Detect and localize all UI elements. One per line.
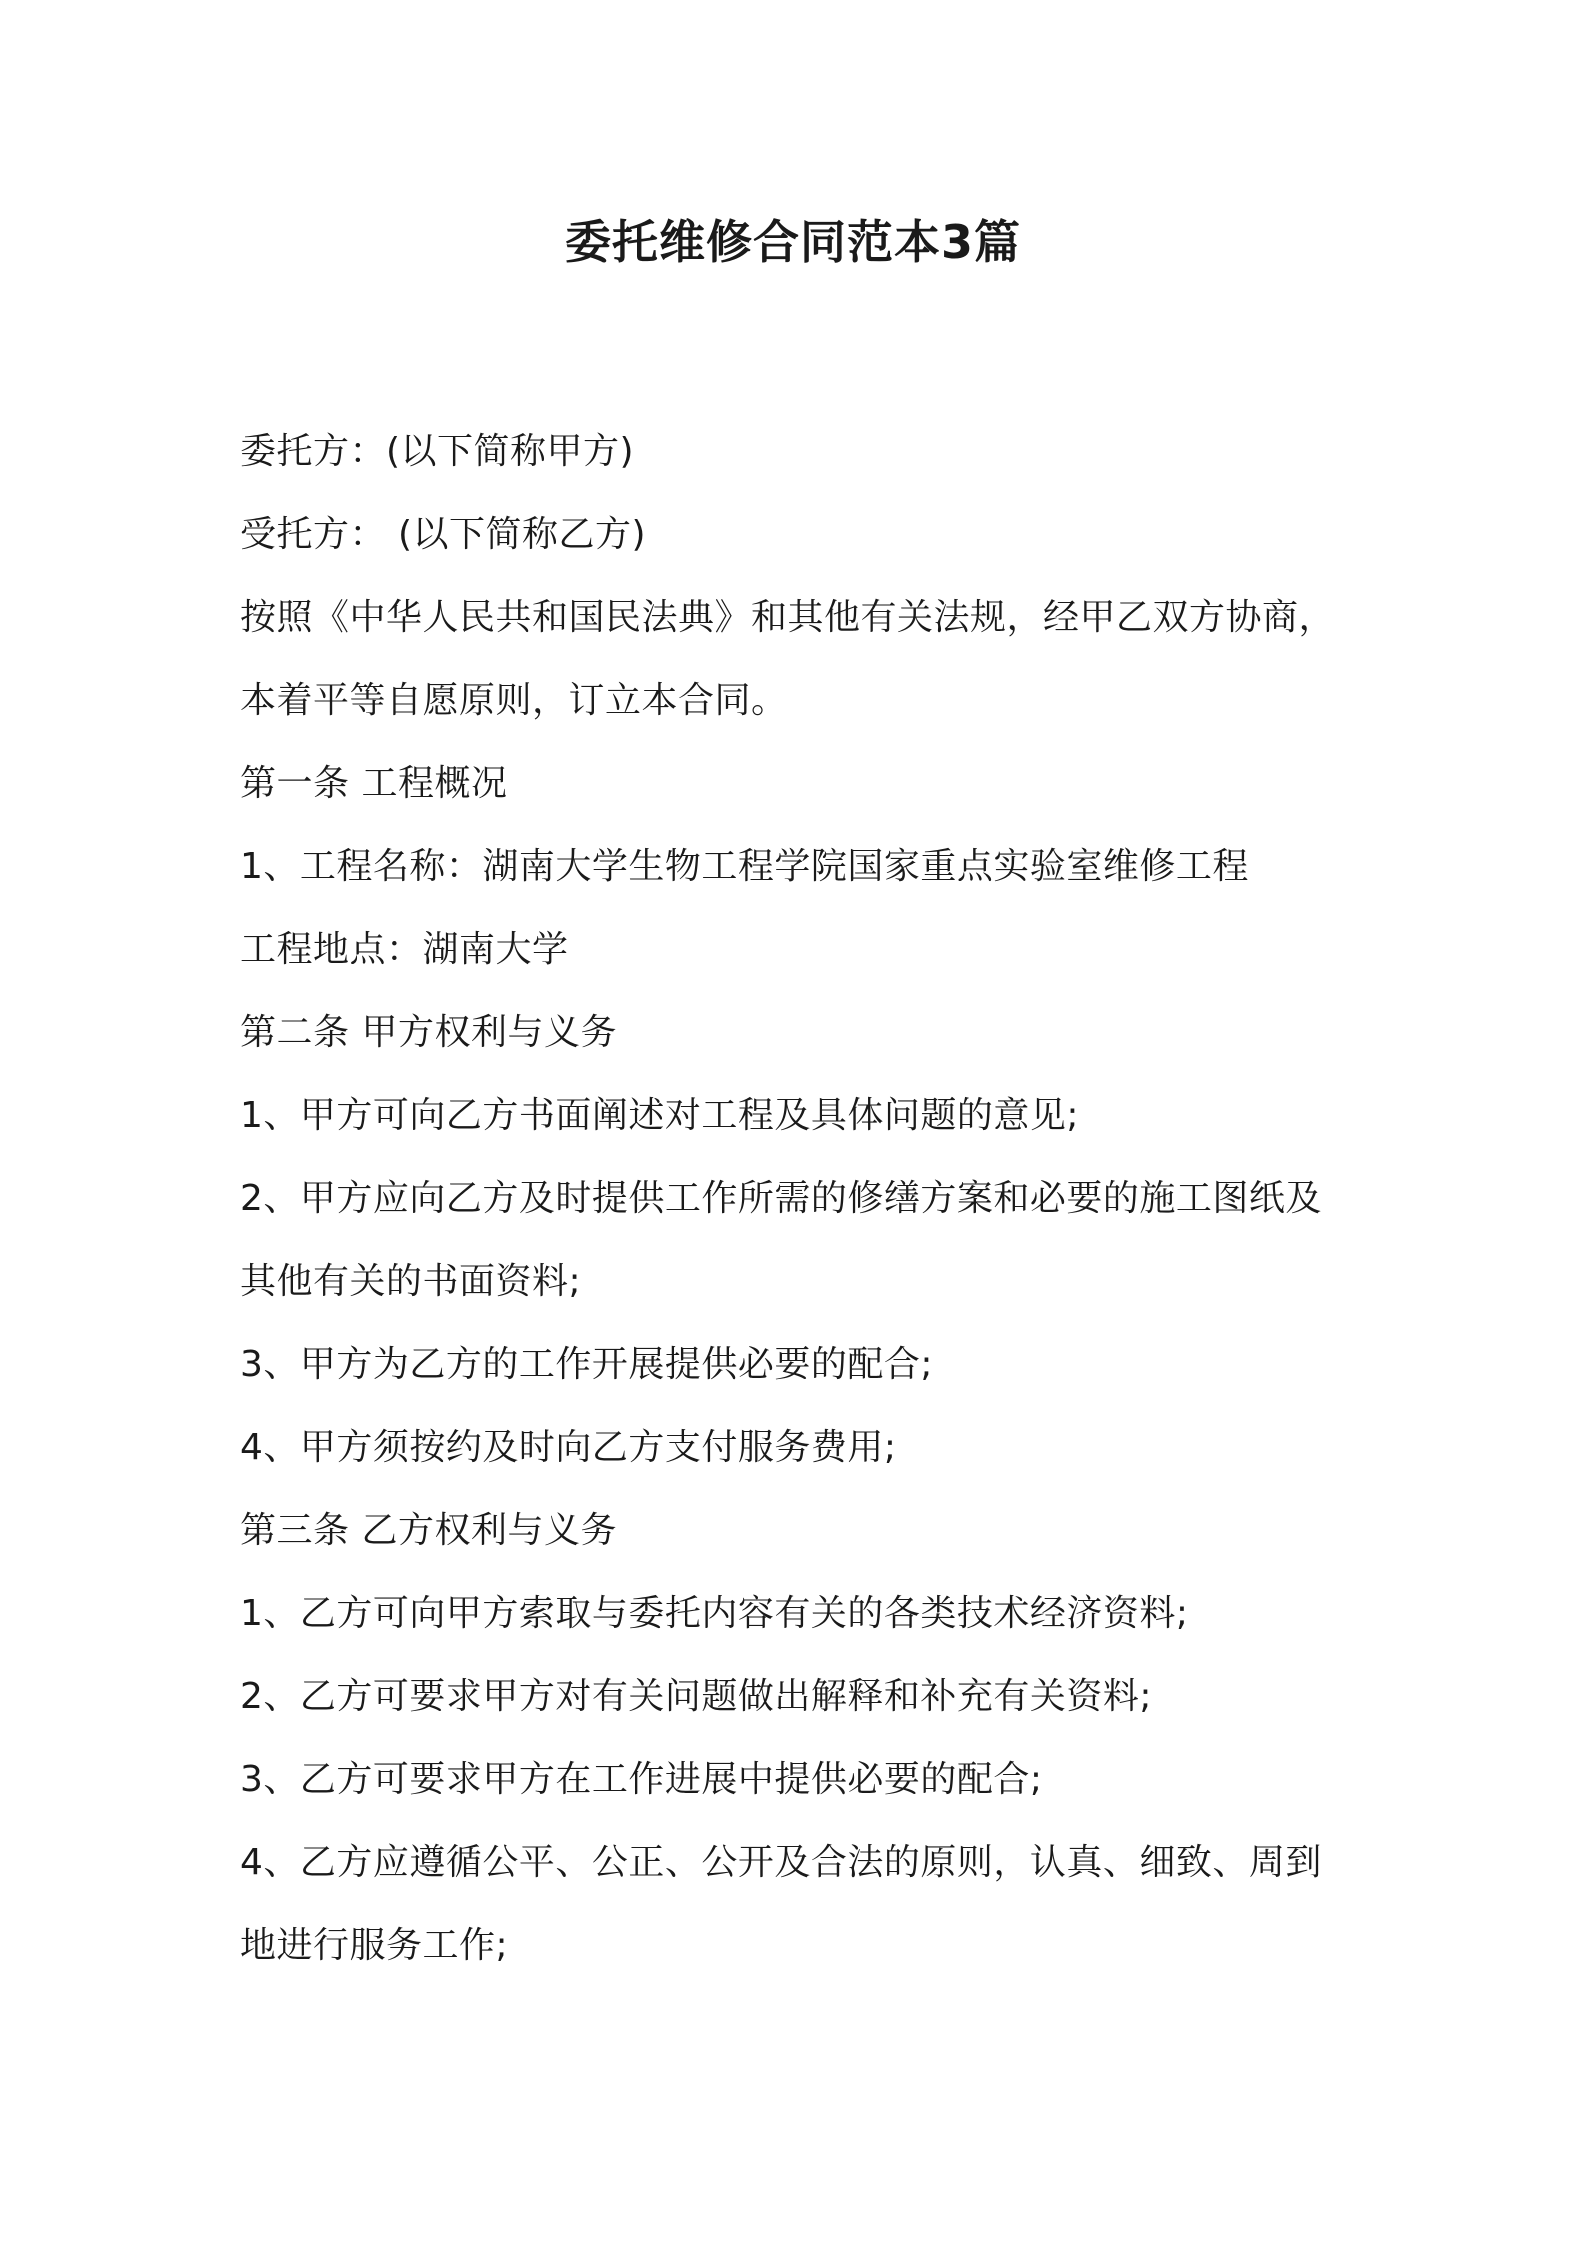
document-title: 委托维修合同范本3篇 — [564, 215, 1021, 269]
article-1-item-1: 1、工程名称：湖南大学生物工程学院国家重点实验室维修工程 — [240, 846, 1249, 887]
article-3-item-4: 4、乙方应遵循公平、公正、公开及合法的原则，认真、细致、周到 — [240, 1842, 1322, 1883]
article-2-item-3: 3、甲方为乙方的工作开展提供必要的配合; — [240, 1344, 934, 1385]
article-3-item-2: 2、乙方可要求甲方对有关问题做出解释和补充有关资料; — [240, 1676, 1153, 1717]
article-3-item-1: 1、乙方可向甲方索取与委托内容有关的各类技术经济资料; — [240, 1593, 1189, 1634]
article-2-heading: 第二条 甲方权利与义务 — [240, 1012, 617, 1053]
article-3-heading: 第三条 乙方权利与义务 — [240, 1510, 617, 1551]
line-preamble-2: 本着平等自愿原则，订立本合同。 — [240, 680, 788, 721]
article-3-item-3: 3、乙方可要求甲方在工作进展中提供必要的配合; — [240, 1759, 1043, 1800]
article-2-item-2-cont: 其他有关的书面资料; — [240, 1261, 582, 1302]
article-2-item-1: 1、甲方可向乙方书面阐述对工程及具体问题的意见; — [240, 1095, 1080, 1136]
line-party-b: 受托方： (以下简称乙方) — [240, 514, 647, 555]
article-2-item-2: 2、甲方应向乙方及时提供工作所需的修缮方案和必要的施工图纸及 — [240, 1178, 1322, 1219]
article-1-location: 工程地点：湖南大学 — [240, 929, 569, 970]
article-3-item-4-cont: 地进行服务工作; — [240, 1925, 509, 1966]
document-body — [240, 410, 1360, 1987]
article-2-item-4: 4、甲方须按约及时向乙方支付服务费用; — [240, 1427, 897, 1468]
line-party-a: 委托方：(以下简称甲方) — [240, 431, 635, 472]
line-preamble-1: 按照《中华人民共和国民法典》和其他有关法规，经甲乙双方协商， — [240, 597, 1336, 638]
article-1-heading: 第一条 工程概况 — [240, 763, 508, 804]
